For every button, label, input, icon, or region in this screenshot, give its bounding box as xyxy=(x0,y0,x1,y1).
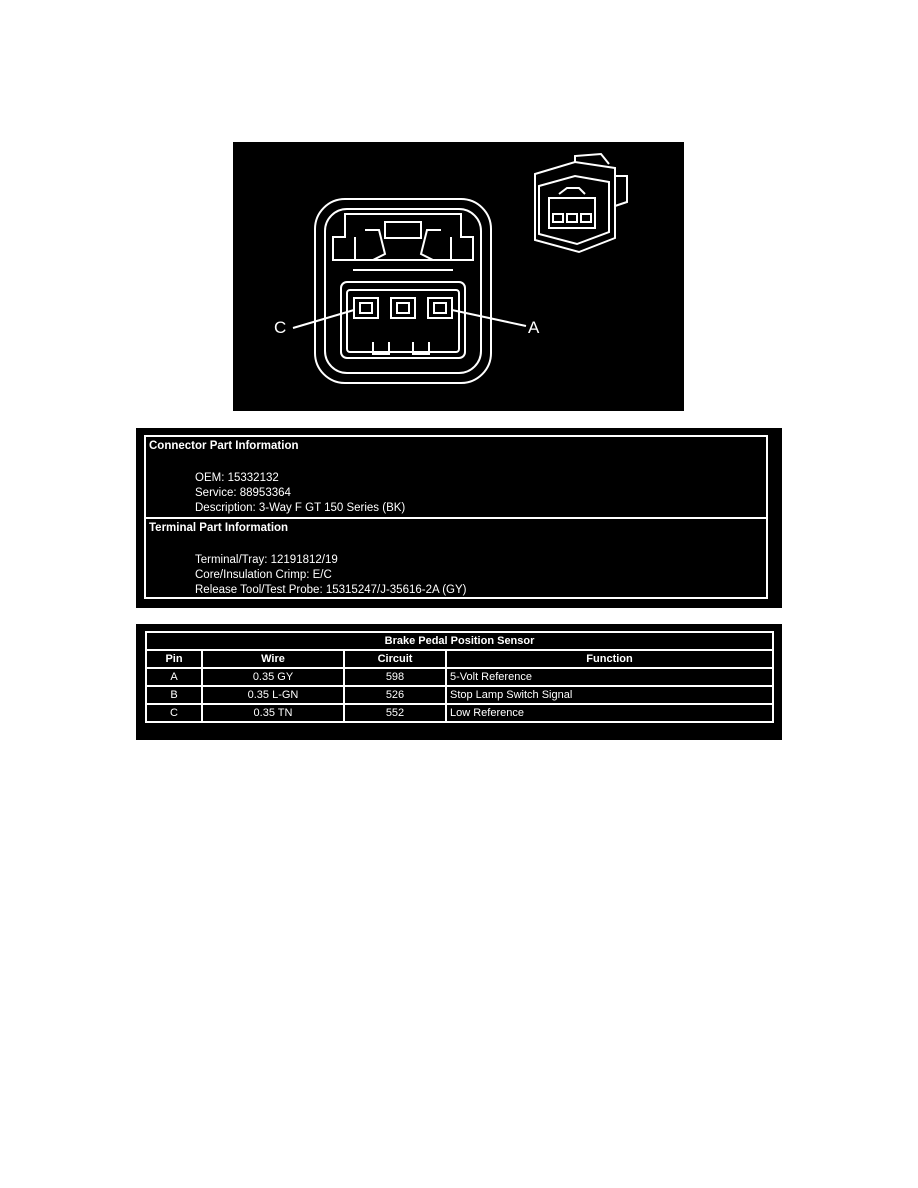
connector-part-info-title: Connector Part Information xyxy=(149,440,299,452)
table-header-row xyxy=(146,650,773,668)
pin-table-title: Brake Pedal Position Sensor xyxy=(146,632,773,650)
terminal-tray: Terminal/Tray: 12191812/19 xyxy=(195,554,338,566)
function-cell: 5-Volt Reference xyxy=(446,668,773,686)
cavity-a xyxy=(428,298,452,318)
pin-cell: A xyxy=(146,668,202,686)
connector-part-info xyxy=(146,437,766,517)
terminal-block xyxy=(341,282,465,358)
column-header: Pin xyxy=(146,650,202,668)
service-number: Service: 88953364 xyxy=(195,487,291,499)
circuit-cell: 598 xyxy=(344,668,446,686)
terminal-part-info xyxy=(146,517,766,600)
connector-perspective-view xyxy=(535,154,627,252)
column-header: Circuit xyxy=(344,650,446,668)
function-cell: Stop Lamp Switch Signal xyxy=(446,686,773,704)
terminal-part-info-title: Terminal Part Information xyxy=(149,522,289,534)
connector-description: Description: 3-Way F GT 150 Series (BK) xyxy=(195,502,406,514)
circuit-cell: 552 xyxy=(344,704,446,722)
release-tool: Release Tool/Test Probe: 15315247/J-35616-2A (GY) xyxy=(195,584,467,596)
pin-table-panel xyxy=(136,624,782,740)
connector-drawing xyxy=(233,142,684,411)
pin-label-c: C xyxy=(274,318,287,337)
table-row xyxy=(146,668,773,686)
part-information-panel xyxy=(136,428,782,608)
column-header: Function xyxy=(446,650,773,668)
circuit-cell: 526 xyxy=(344,686,446,704)
pin-cell: C xyxy=(146,704,202,722)
leader-line-a xyxy=(452,310,526,326)
pin-cell: B xyxy=(146,686,202,704)
cavity-b xyxy=(391,298,415,318)
cavity-c xyxy=(354,298,378,318)
wire-cell: 0.35 GY xyxy=(202,668,344,686)
column-header: Wire xyxy=(202,650,344,668)
wire-cell: 0.35 TN xyxy=(202,704,344,722)
connector-illustration xyxy=(233,142,684,411)
core-insulation-crimp: Core/Insulation Crimp: E/C xyxy=(195,569,332,581)
function-cell: Low Reference xyxy=(446,704,773,722)
pin-label-a: A xyxy=(528,318,540,337)
table-row xyxy=(146,704,773,722)
wire-cell: 0.35 L-GN xyxy=(202,686,344,704)
table-row xyxy=(146,686,773,704)
leader-line-c xyxy=(293,310,354,328)
pin-table xyxy=(145,631,774,723)
oem-number: OEM: 15332132 xyxy=(195,472,279,484)
